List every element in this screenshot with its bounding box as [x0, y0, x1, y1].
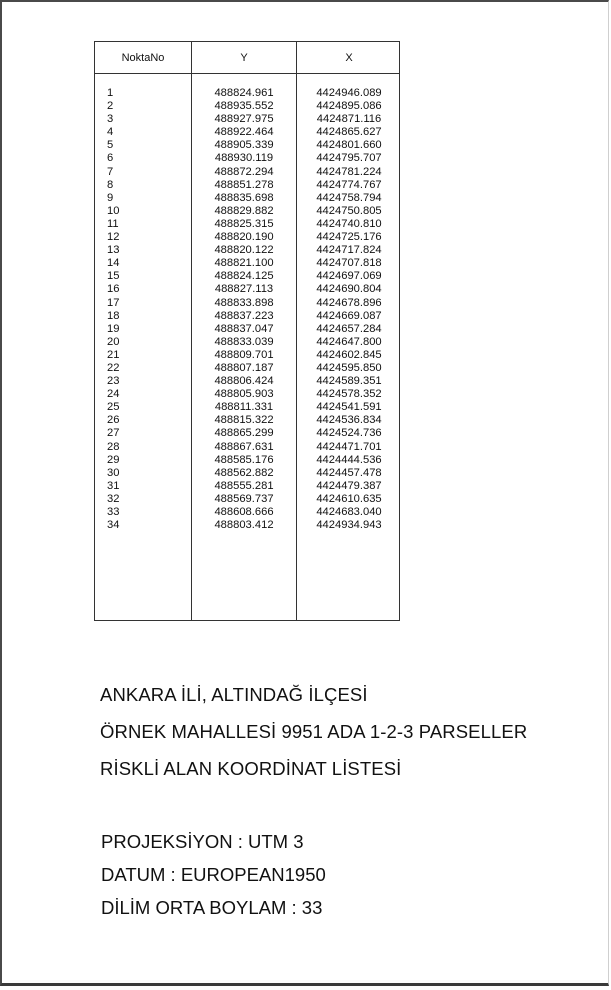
title-line-province: ANKARA İLİ, ALTINDAĞ İLÇESİ	[100, 684, 368, 705]
cell-y: 488851.278	[214, 178, 274, 191]
cell-no: 25	[107, 401, 120, 414]
cell-y: 488927.975	[214, 113, 274, 126]
cell-x: 4424697.069	[316, 270, 382, 283]
cell-x: 4424647.800	[316, 335, 382, 348]
cell-x: 4424578.352	[316, 388, 382, 401]
cell-y: 488872.294	[214, 165, 274, 178]
cell-y: 488811.331	[214, 401, 274, 414]
table-row	[95, 283, 399, 296]
projection-info	[101, 829, 326, 928]
cell-x: 4424740.810	[316, 217, 382, 230]
cell-x: 4424781.224	[316, 165, 382, 178]
cell-x: 4424865.627	[316, 126, 382, 139]
cell-x: 4424801.660	[316, 139, 382, 152]
table-row	[95, 519, 399, 532]
table-row	[95, 388, 399, 401]
cell-x: 4424524.736	[316, 427, 382, 440]
cell-y: 488837.223	[214, 309, 274, 322]
cell-y: 488835.698	[214, 191, 274, 204]
cell-no: 22	[107, 361, 120, 374]
cell-x: 4424536.834	[316, 414, 382, 427]
cell-no: 5	[107, 139, 114, 152]
cell-y: 488922.464	[214, 126, 274, 139]
cell-x: 4424871.116	[316, 113, 382, 126]
projection-text: PROJEKSİYON : UTM 3	[101, 831, 304, 852]
table-body	[95, 87, 399, 532]
cell-y: 488569.737	[214, 492, 274, 505]
cell-y: 488806.424	[214, 375, 274, 388]
cell-x: 4424774.767	[316, 178, 382, 191]
table-row	[95, 467, 399, 480]
table-row	[95, 113, 399, 126]
cell-no: 18	[107, 309, 120, 322]
cell-x: 4424946.089	[316, 87, 382, 99]
cell-x: 4424758.794	[316, 191, 382, 204]
cell-y: 488825.315	[214, 217, 274, 230]
cell-no: 32	[107, 492, 120, 505]
table-row	[95, 310, 399, 323]
table-row	[95, 166, 399, 179]
table-row	[95, 257, 399, 270]
cell-no: 33	[107, 506, 120, 518]
cell-x: 4424541.591	[316, 401, 382, 414]
cell-no: 24	[107, 388, 120, 401]
cell-no: 30	[107, 466, 120, 479]
table-row	[95, 244, 399, 257]
header-nokta-no: NoktaNo	[121, 52, 165, 64]
table-row	[95, 205, 399, 218]
header-x: X	[345, 52, 353, 64]
cell-no: 15	[107, 270, 120, 283]
cell-no: 2	[107, 100, 114, 113]
cell-y: 488555.281	[214, 479, 274, 492]
cell-no: 20	[107, 335, 120, 348]
table-row	[95, 270, 399, 283]
cell-y: 488821.100	[214, 257, 274, 270]
table-row	[95, 362, 399, 375]
table-row	[95, 297, 399, 310]
cell-x: 4424934.943	[316, 519, 382, 532]
cell-no: 21	[107, 348, 120, 361]
cell-x: 4424610.635	[316, 492, 382, 505]
header-divider	[95, 73, 399, 74]
table-row	[95, 139, 399, 152]
cell-y: 488833.898	[214, 296, 274, 309]
cell-no: 11	[107, 217, 119, 230]
cell-x: 4424457.478	[316, 466, 382, 479]
table-row	[95, 441, 399, 454]
cell-no: 1	[107, 87, 114, 99]
cell-y: 488829.882	[214, 204, 274, 217]
cell-x: 4424725.176	[316, 231, 382, 244]
table-row	[95, 192, 399, 205]
table-row	[95, 349, 399, 362]
cell-y: 488807.187	[214, 361, 274, 374]
cell-y: 488562.882	[214, 466, 274, 479]
cell-y: 488905.339	[214, 139, 274, 152]
table-row	[95, 100, 399, 113]
cell-no: 16	[107, 283, 120, 296]
cell-x: 4424717.824	[316, 244, 382, 257]
coordinate-table	[94, 41, 400, 621]
cell-no: 28	[107, 440, 120, 453]
table-row	[95, 231, 399, 244]
cell-no: 10	[107, 204, 120, 217]
table-row	[95, 414, 399, 427]
cell-no: 31	[107, 479, 120, 492]
cell-x: 4424444.536	[316, 453, 382, 466]
document-title	[100, 682, 527, 793]
table-row	[95, 401, 399, 414]
cell-y: 488815.322	[214, 414, 274, 427]
cell-x: 4424471.701	[316, 440, 382, 453]
table-row	[95, 126, 399, 139]
cell-y: 488824.961	[214, 87, 274, 99]
table-row	[95, 506, 399, 519]
cell-y: 488608.666	[214, 506, 274, 518]
cell-y: 488935.552	[214, 100, 274, 113]
header-y: Y	[240, 52, 248, 64]
cell-no: 19	[107, 322, 120, 335]
cell-y: 488837.047	[214, 322, 274, 335]
cell-no: 13	[107, 244, 120, 257]
table-row	[95, 480, 399, 493]
table-row	[95, 87, 399, 100]
cell-y: 488930.119	[214, 152, 274, 165]
table-row	[95, 152, 399, 165]
cell-no: 9	[107, 191, 114, 204]
cell-no: 26	[107, 414, 120, 427]
cell-no: 4	[107, 126, 114, 139]
cell-x: 4424707.818	[316, 257, 382, 270]
table-row	[95, 493, 399, 506]
cell-x: 4424678.896	[316, 296, 382, 309]
cell-x: 4424683.040	[316, 506, 382, 518]
cell-x: 4424669.087	[316, 309, 382, 322]
cell-y: 488585.176	[214, 453, 274, 466]
cell-no: 27	[107, 427, 120, 440]
cell-x: 4424602.845	[316, 348, 382, 361]
table-row	[95, 218, 399, 231]
cell-y: 488803.412	[214, 519, 274, 532]
cell-y: 488805.903	[214, 388, 274, 401]
cell-no: 6	[107, 152, 114, 165]
cell-no: 29	[107, 453, 120, 466]
table-row	[95, 454, 399, 467]
cell-no: 7	[107, 165, 114, 178]
table-row	[95, 179, 399, 192]
cell-x: 4424479.387	[316, 479, 382, 492]
cell-x: 4424795.707	[316, 152, 382, 165]
cell-no: 8	[107, 178, 114, 191]
title-line-parcels: ÖRNEK MAHALLESİ 9951 ADA 1-2-3 PARSELLER	[100, 721, 528, 742]
cell-x: 4424750.805	[316, 204, 382, 217]
cell-x: 4424589.351	[316, 375, 382, 388]
central-meridian-text: DİLİM ORTA BOYLAM : 33	[101, 897, 323, 918]
title-line-list-name: RİSKLİ ALAN KOORDİNAT LİSTESİ	[100, 758, 402, 779]
cell-no: 23	[107, 375, 120, 388]
cell-x: 4424657.284	[316, 322, 382, 335]
datum-text: DATUM : EUROPEAN1950	[101, 864, 326, 885]
cell-no: 14	[107, 257, 120, 270]
cell-x: 4424690.804	[316, 283, 382, 296]
cell-no: 34	[107, 519, 120, 532]
cell-x: 4424595.850	[316, 361, 382, 374]
cell-y: 488833.039	[214, 335, 274, 348]
cell-y: 488865.299	[214, 427, 274, 440]
table-row	[95, 427, 399, 440]
cell-y: 488809.701	[214, 348, 274, 361]
cell-x: 4424895.086	[316, 100, 382, 113]
table-row	[95, 336, 399, 349]
cell-no: 3	[107, 113, 114, 126]
cell-y: 488867.631	[214, 440, 274, 453]
cell-y: 488827.113	[214, 283, 274, 296]
cell-y: 488820.190	[214, 231, 274, 244]
cell-no: 17	[107, 296, 120, 309]
cell-y: 488824.125	[214, 270, 274, 283]
cell-y: 488820.122	[214, 244, 274, 257]
table-row	[95, 375, 399, 388]
cell-no: 12	[107, 231, 120, 244]
table-row	[95, 323, 399, 336]
